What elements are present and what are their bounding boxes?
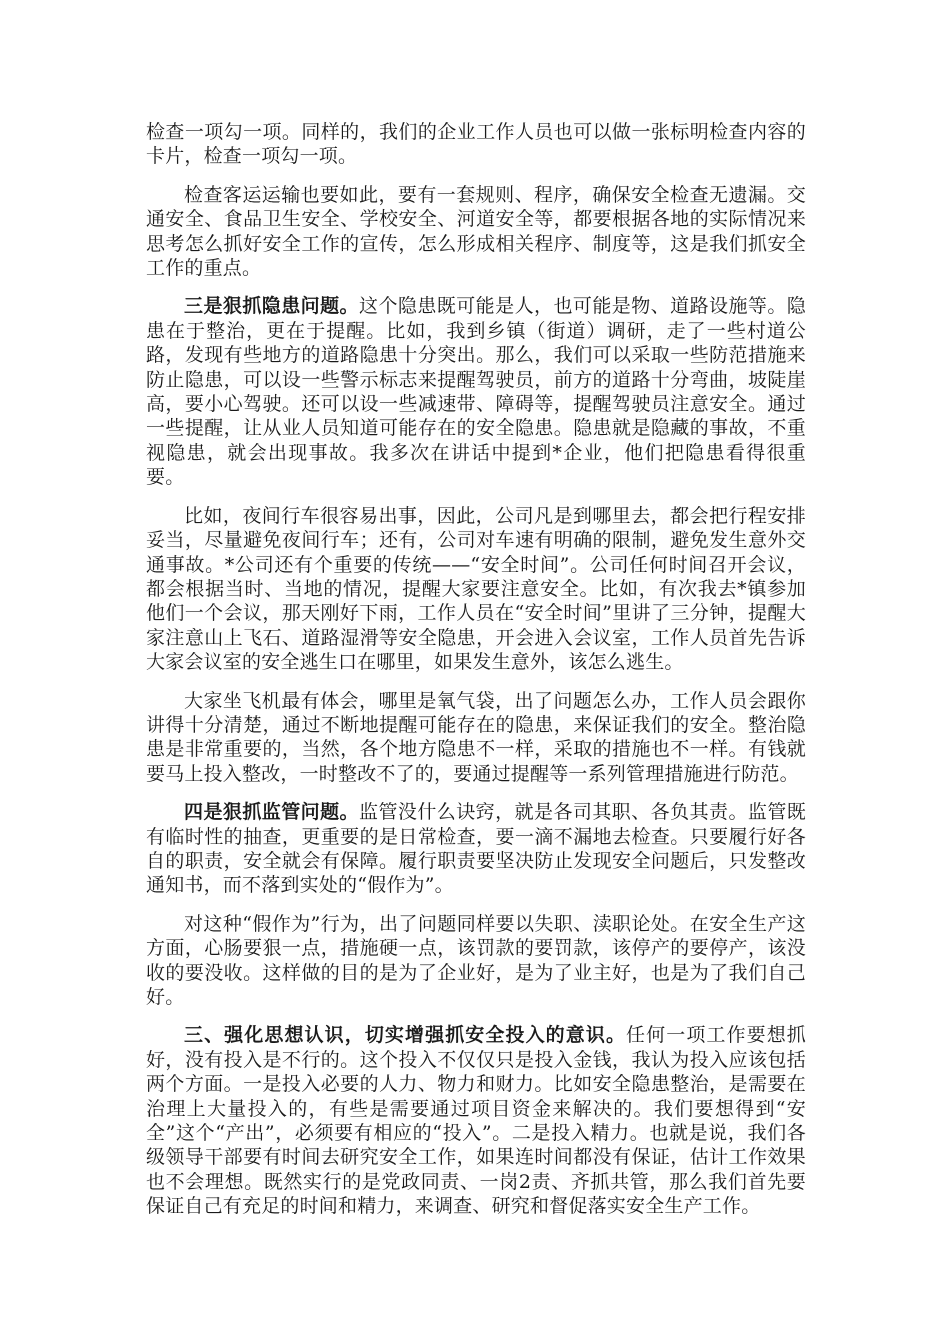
paragraph [146,183,806,281]
paragraph [146,294,806,489]
paragraph-text: 比如，夜间行车很容易出事，因此，公司凡是到哪里去，都会把行程安排妥当，尽量避免夜间行车；还有，公司对车速有明确的限制，避免发生意外交通事故。*公司还有个重要的传统——“安全时间”。公司任何时间召开会议，都会根据当时、当地的情况，提醒大家要注意安全。比如，有次我去*镇参加他们一个会议，那天刚好下雨，工作人员在“安全时间”里讲了三分钟，提醒大家注意山上飞石、道路湿滑等安全隐患，开会进入会议室，工作人员首先告诉大家会议室的安全逃生口在哪里，如果发生意外，该怎么逃生。 [146,504,806,674]
paragraph [146,120,806,169]
paragraph-text: 这个隐患既可能是人，也可能是物、道路设施等。隐患在于整治，更在于提醒。比如，我到乡镇（街道）调研，走了一些村道公路，发现有些地方的道路隐患十分突出。那么，我们可以采取一些防范措施来防止隐患，可以设一些警示标志来提醒驾驶员，前方的道路十分弯曲，坡陡崖高，要小心驾驶。还可以设一些减速带、障碍等，提醒驾驶员注意安全。通过一些提醒，让从业人员知道可能存在的安全隐患。隐患就是隐藏的事故，不重视隐患，就会出现事故。我多次在讲话中提到*企业，他们把隐患看得很重要。 [146,295,806,489]
paragraph-text: 任何一项工作要想抓好，没有投入是不行的。这个投入不仅仅只是投入金钱，我认为投入应该包括两个方面。一是投入必要的人力、物力和财力。比如安全隐患整治，是需要在治理上大量投入的，有些是需要通过项目资金来解决的。我们要想得到“安全”这个“产出”，必须要有相应的“投入”。二是投入精力。也就是说，我们各级领导干部要有时间去研究安全工作，如果连时间都没有保证，估计工作效果也不会理想。既然实行的是党政同责、一岗2责、齐抓共管，那么我们首先要保证自己有充足的时间和精力，来调查、研究和督促落实安全生产工作。 [146,1024,806,1218]
paragraph [146,912,806,1010]
paragraph [146,1023,806,1218]
paragraph-lead: 三是狠抓隐患问题。 [184,295,360,318]
paragraph-text: 对这种“假作为”行为，出了问题同样要以失职、渎职论处。在安全生产这方面，心肠要狠一点，措施硬一点，该罚款的要罚款，该停产的要停产，该没收的要没收。这样做的目的是为了企业好，是为了业主好，也是为了我们自己好。 [146,912,806,1008]
paragraph-text: 监管没什么诀窍，就是各司其职、各负其责。监管既有临时性的抽查，更重要的是日常检查，要一滴不漏地去检查。只要履行好各自的职责，安全就会有保障。履行职责要坚决防止发现安全问题后，只发整改通知书，而不落到实处的“假作为”。 [146,801,806,897]
paragraph-lead: 三、强化思想认识，切实增强抓安全投入的意识。 [184,1024,627,1047]
paragraph [146,689,806,787]
paragraph-text: 大家坐飞机最有体会，哪里是氧气袋，出了问题怎么办，工作人员会跟你讲得十分清楚，通过不断地提醒可能存在的隐患，来保证我们的安全。整治隐患是非常重要的，当然，各个地方隐患不一样，采取的措施也不一样。有钱就要马上投入整改，一时整改不了的，要通过提醒等一系列管理措施进行防范。 [146,689,806,785]
paragraph [146,800,806,898]
paragraph-text: 检查一项勾一项。同样的，我们的企业工作人员也可以做一张标明检查内容的卡片，检查一项勾一项。 [146,121,806,168]
document-body [146,120,806,1233]
paragraph-text: 检查客运运输也要如此，要有一套规则、程序，确保安全检查无遗漏。交通安全、食品卫生安全、学校安全、河道安全等，都要根据各地的实际情况来思考怎么抓好安全工作的宣传，怎么形成相关程序、制度等，这是我们抓安全工作的重点。 [146,183,806,280]
paragraph-lead: 四是狠抓监管问题。 [184,801,360,824]
paragraph [146,504,806,675]
